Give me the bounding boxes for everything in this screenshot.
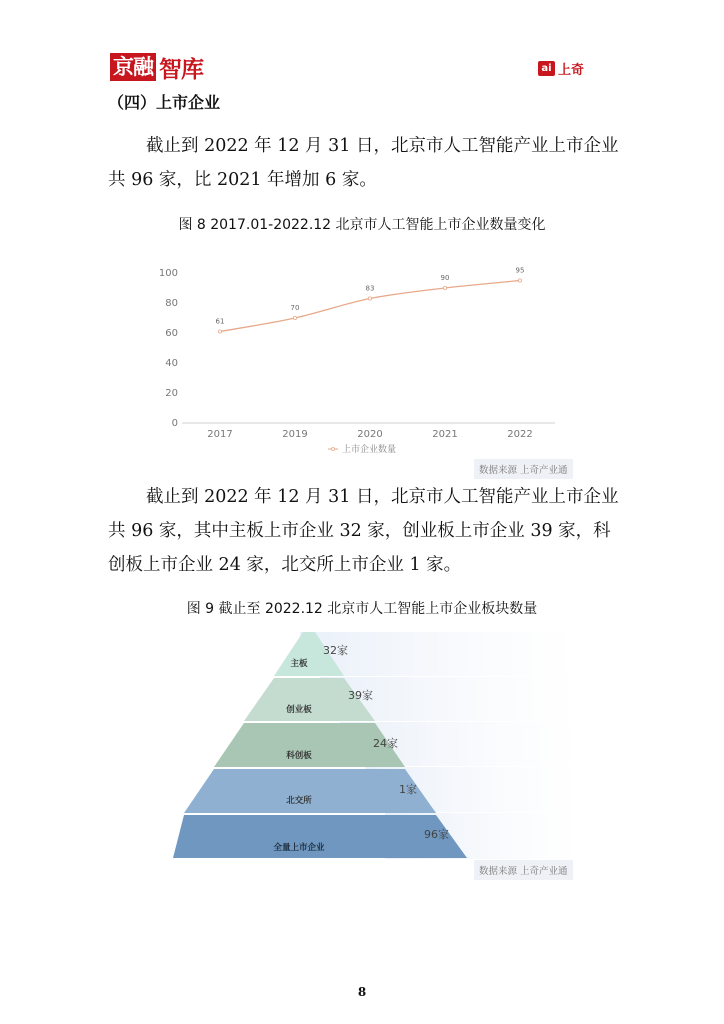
x-tick-label: 2017 [207,429,233,440]
page-number: 8 [357,985,367,999]
layer-label-main-board: 主板 [290,659,308,669]
value-label-bse: 1家 [399,783,417,796]
logo-text: 智库 [159,56,203,83]
layer-label-bse: 北交所 [286,796,312,806]
paragraph-1 [108,129,620,197]
x-tick-label: 2021 [432,429,458,440]
paragraph-2-text: 截止到 2022 年 12 月 31 日，北京市人工智能产业上市企业共 96 家，其中主板上市企业 32 家，创业板上市企业 39 家，科创板上市企业 24 家，北交所上市企业 1 家。 [108,487,619,575]
y-tick-label: 60 [165,328,178,339]
series-points [216,267,525,334]
y-tick-label: 20 [165,388,178,399]
y-tick-label: 40 [165,358,178,369]
data-point [518,279,521,282]
paragraph-1-text: 截止到 2022 年 12 月 31 日，北京市人工智能产业上市企业共 96 家，比 2021 年增加 6 家。 [108,136,619,190]
data-point [218,330,221,333]
paragraph-2 [108,480,620,582]
value-label-main-board: 32家 [323,644,348,657]
figure-9-title: 图 9 截止至 2022.12 北京市人工智能上市企业板块数量 [186,601,538,617]
value-label-chinext: 39家 [348,689,373,702]
data-label: 83 [365,284,375,293]
data-label: 70 [290,304,300,312]
x-tick-label: 2019 [282,429,308,440]
jingrong-logo [110,52,203,82]
legend [328,443,396,455]
x-tick-label: 2022 [507,429,533,440]
layer-label-all-listed: 全量上市企业 [273,843,325,853]
value-label-all-listed: 96家 [424,828,449,841]
figure-8-title: 图 8 2017.01-2022.12 北京市人工智能上市企业数量变化 [178,217,546,233]
figure-8-source: 数据来源 上奇产业通 [474,459,573,479]
legend-marker [332,448,335,451]
data-point [293,316,296,319]
y-tick-label: 80 [165,298,178,309]
data-label: 90 [440,274,450,282]
shangqi-logo-text: 上奇 [558,63,585,78]
data-label: 95 [515,266,525,275]
y-tick-label: 0 [171,418,178,429]
line-chart [140,258,580,458]
pyramid-chart [170,632,580,862]
shangqi-logo-icon: ai [538,61,555,76]
shangqi-logo [538,59,584,78]
value-label-star-market: 24家 [373,737,398,750]
layer-label-star-market: 科创板 [286,751,312,761]
data-point [443,286,446,289]
data-point [368,297,371,300]
legend-label: 上市企业数量 [342,445,397,455]
x-tick-labels [207,429,532,440]
data-label: 61 [215,317,225,326]
y-tick-label: 100 [158,268,178,279]
x-tick-label: 2020 [357,429,383,440]
layer-label-chinext: 创业板 [286,705,312,715]
logo-box-text: 京融 [110,53,156,81]
y-tick-labels [159,268,178,429]
section-heading: （四）上市企业 [108,93,221,112]
figure-9-source: 数据来源 上奇产业通 [474,860,573,880]
